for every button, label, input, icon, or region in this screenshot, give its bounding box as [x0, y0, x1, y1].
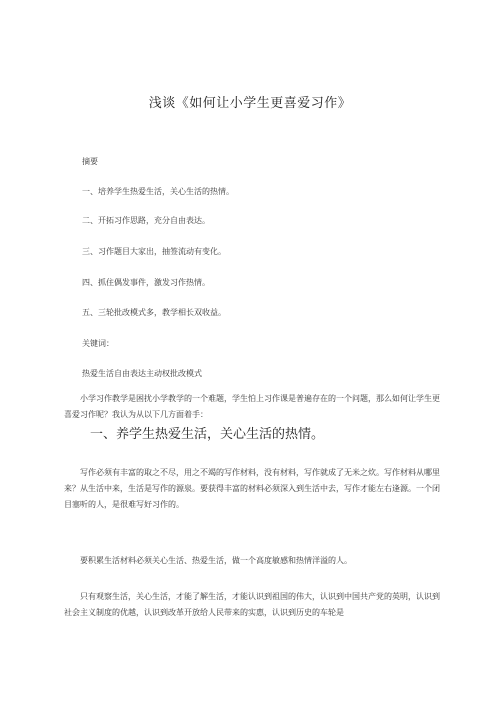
intro-paragraph: 小学习作教学是困扰小学教学的一个难题，学生怕上习作课是普遍存在的一个问题，那么如何让学生更喜爱习作呢？我认为从以下几方面着手：: [64, 394, 440, 419]
body-paragraph: 只有观察生活，关心生活，才能了解生活，才能认识到祖国的伟大，认识到中国共产党的英明，认识到社会主义制度的优越，认识到改革开放给人民带来的实惠，认识到历史的车轮是: [64, 592, 440, 617]
body-paragraph: 要积累生活材料必须关心生活、热爱生活，做一个高度敏感和热情洋溢的人。: [80, 556, 352, 565]
body-paragraph: 写作必须有丰富的取之不尽，用之不竭的写作材料，没有材料，写作就成了无米之炊。写作材料从哪里来？从生活中来，生活是写作的源泉。要获得丰富的材料必须深入到生活中去，写作才能左右逢源。一个闭目塞听的人，是很难写好习作的。: [64, 468, 440, 509]
document-title: 浅谈《如何让小学生更喜爱习作》: [148, 96, 352, 111]
abstract-item: 二、开拓习作思路，充分自由表达。: [82, 216, 210, 225]
abstract-label: 摘要: [82, 157, 98, 166]
keywords-text: 热爱生活自由表达主动权批改模式: [82, 369, 202, 378]
section-heading: 一、养学生热爱生活，关心生活的热情。: [90, 427, 325, 442]
abstract-item: 五、三轮批改模式多，教学相长双收益。: [82, 308, 226, 317]
keywords-label: 关键词：: [82, 339, 114, 348]
abstract-item: 三、习作题目大家出，抽签流动有变化。: [82, 247, 226, 256]
abstract-item: 一、培养学生热爱生活，关心生活的热情。: [82, 187, 234, 196]
abstract-item: 四、抓住偶发事件，激发习作热情。: [82, 278, 210, 287]
